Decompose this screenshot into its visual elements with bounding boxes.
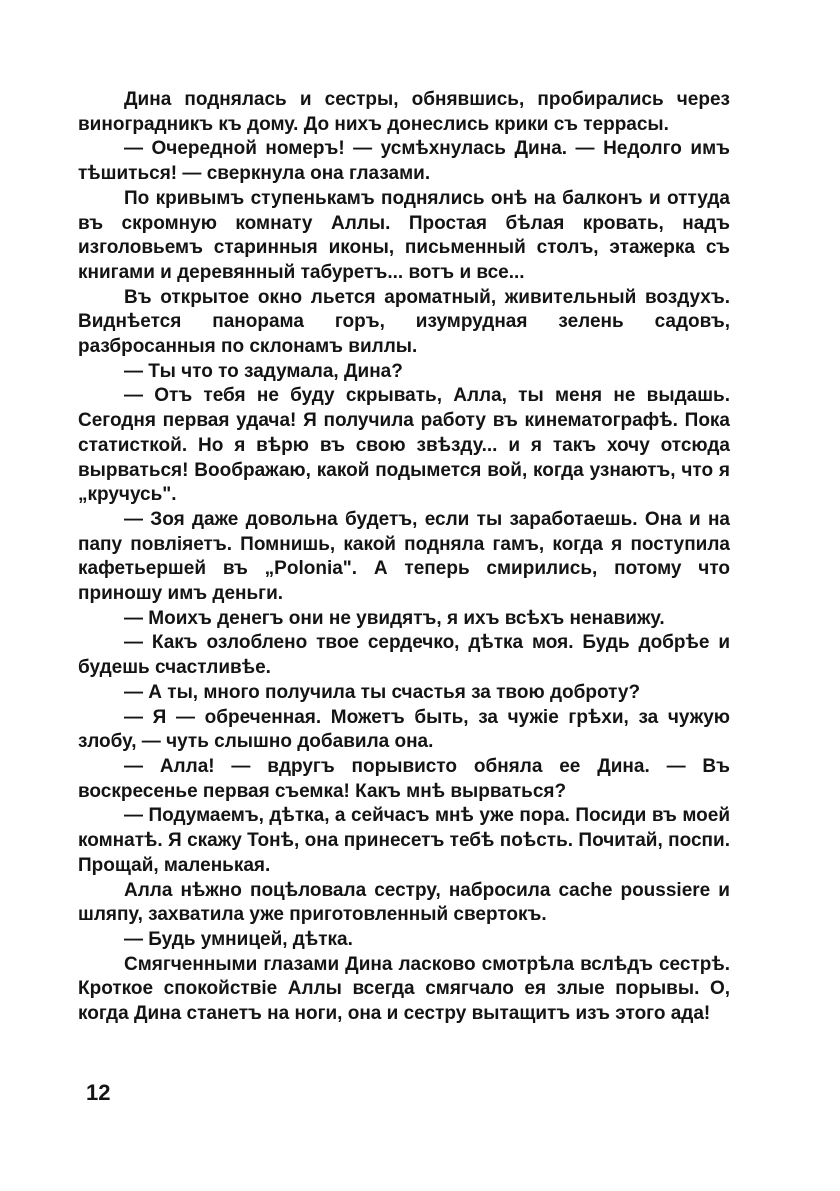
paragraph-3: По кривымъ ступенькамъ поднялись онѣ на балконъ и оттуда въ скромную комнату Аллы. Простая бѣлая кровать, надъ изголовьемъ старинныя иконы, письменный столъ, этажерка съ книгами и деревянный табуретъ... вотъ и все... [78,187,730,283]
paragraph-1: Дина поднялась и сестры, обнявшись, пробирались через виноградникъ къ дому. До нихъ донеслись крики съ террасы. [78,89,730,135]
paragraph-7: — Зоя даже довольна будетъ, если ты заработаешь. Она и на папу повліяетъ. Помнишь, какой подняла гамъ, когда я поступила кафетьершей въ „Polonia". А теперь смирились, потому что приношу имъ деньги. [78,508,730,605]
paragraph-15: — Будь умницей, дѣтка. [124,928,353,950]
paragraph-8: — Моихъ денегъ они не увидятъ, я ихъ всѣхъ ненавижу. [124,607,665,629]
paragraph-14: Алла нѣжно поцѣловала сестру, набросила cache poussiere и шляпу, захватила уже приготовленный свертокъ. [78,879,730,926]
paragraph-13: — Подумаемъ, дѣтка, а сейчасъ мнѣ уже пора. Посиди въ моей комнатѣ. Я скажу Тонѣ, она принесетъ тебѣ поѣсть. Почитай, поспи. Прощай, маленькая. [78,805,730,876]
paragraph-11: — Я — обреченная. Можетъ быть, за чужіе грѣхи, за чужую злобу, — чуть слышно добавила она. [78,706,730,753]
page-number: 12 [86,1080,111,1105]
paragraph-5: — Ты что то задумала, Дина? [124,360,403,382]
paragraph-4: Въ открытое окно льется ароматный, живительный воздухъ. Виднѣется панорама горъ, изумрудная зелень садовъ, разбросанныя по склонамъ виллы. [78,286,730,358]
paragraph-10: — А ты, много получила ты счастья за твою доброту? [124,681,641,703]
paragraph-6: — Отъ тебя не буду скрывать, Алла, ты меня не выдашь. Сегодня первая удача! Я получила работу въ кинематографѣ. Пока статисткой. Но я вѣрю въ свою звѣзду... и я такъ хочу отсюда вырваться! Воображаю, какой подымется вой, когда узнаютъ, что я „кручусь". [78,385,730,506]
paragraph-12: — Алла! — вдругъ порывисто обняла ее Дина. — Въ воскресенье первая съемка! Какъ мнѣ вырваться? [78,755,730,802]
paragraph-9: — Какъ озлоблено твое сердечко, дѣтка моя. Будь добрѣе и будешь счастливѣе. [78,632,730,679]
paragraph-2: — Очередной номеръ! — усмѣхнулась Дина. — Недолго имъ тѣшиться! — сверкнула она глазами. [78,138,730,185]
page-body [78,88,730,1027]
paragraph-16: Смягченными глазами Дина ласково смотрѣла вслѣдъ сестрѣ. Кроткое спокойствіе Аллы всегда смягчало ея злые порывы. О, когда Дина станетъ на ноги, она и сестру вытащитъ изъ этого ада! [78,953,730,1025]
